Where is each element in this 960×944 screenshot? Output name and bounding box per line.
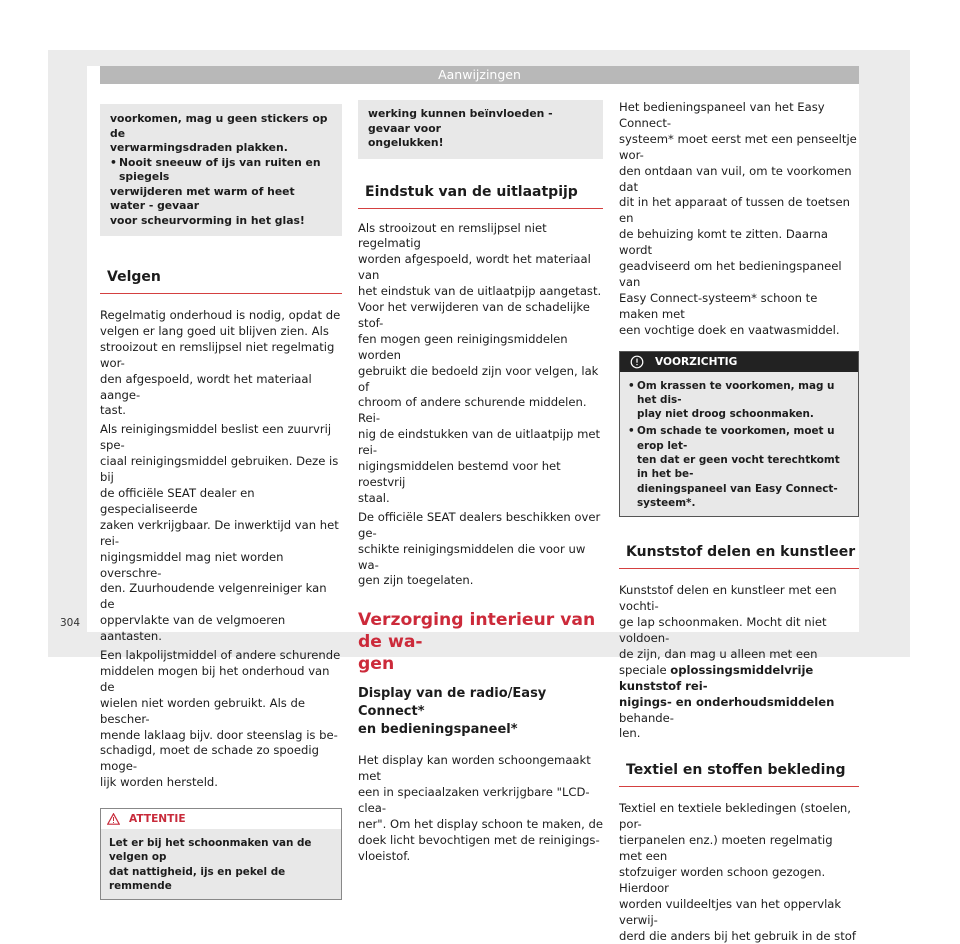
caution-body: [620, 372, 858, 517]
text-line: Het bedieningspaneel van het Easy Connect-: [619, 100, 825, 130]
text-line: Kunststof delen en kunstleer met een vochti-: [619, 583, 837, 614]
text-span: behande-: [619, 710, 674, 725]
heading-display: [358, 685, 603, 739]
caution-title: VOORZICHTIG: [655, 355, 738, 368]
text-line: nigingsmiddelen bestemd voor het roestvrij: [358, 459, 561, 489]
heading-line: Verzorging interieur van de wa-: [358, 610, 596, 653]
attention-body: [101, 829, 341, 899]
text-line: worden vuildeeltjes van het oppervlak verwij-: [619, 896, 842, 927]
text-line: doek licht bevochtigen met de reinigings-: [358, 832, 600, 847]
text-line: een vochtige doek en vaatwasmiddel.: [619, 322, 840, 337]
heading-kunststof: Kunststof delen en kunstleer: [619, 544, 859, 569]
caution-box: [619, 351, 859, 518]
note-line: verwarmingsdraden plakken.: [110, 141, 288, 154]
heading-line: en bedieningspaneel*: [358, 722, 518, 738]
text-line: wielen niet worden gebruikt. Als de bescher-: [100, 695, 306, 726]
text-line: de officiële SEAT dealer en gespecialiseerde: [100, 485, 255, 516]
text-line: nigingsmiddel mag niet worden overschre-: [100, 549, 284, 580]
text-line: ner". Om het display schoon te maken, de: [358, 816, 604, 831]
text-line: Om krassen te voorkomen, mag u het dis-: [637, 379, 835, 406]
text-line: dit in het apparaat of tussen de toetsen en: [619, 195, 850, 226]
text-line: play niet droog schoonmaken.: [637, 408, 814, 421]
column-3: [619, 84, 859, 944]
warning-triangle-icon: [107, 813, 120, 825]
heading-line: gen: [358, 654, 395, 675]
note-bullet: [110, 156, 332, 185]
text-line: worden afgespoeld, wordt het materiaal van: [358, 252, 591, 283]
text-line: Een lakpolijstmiddel of andere schurende: [100, 648, 341, 663]
note-line: werking kunnen beïnvloeden - gevaar voor: [368, 107, 553, 135]
text-line: dat nattigheid, ijs en pekel de remmende: [109, 865, 286, 893]
text-line: ciaal reinigingsmiddel gebruiken. Deze is bij: [100, 454, 339, 485]
caution-bullet: [628, 379, 850, 422]
bold-text: oplossingsmiddelvrije kunststof rei-: [619, 662, 814, 693]
paragraph-velgen-3: [100, 648, 342, 791]
text-line: den ontdaan van vuil, om te voorkomen dat: [619, 163, 852, 194]
paragraph-kunststof: [619, 583, 859, 742]
text-line: Let er bij het schoonmaken van de velgen op: [109, 837, 312, 864]
text-line: Textiel en textiele bekledingen (stoelen, por-: [619, 801, 851, 832]
text-line: tast.: [100, 403, 126, 418]
text-line: dieningspaneel van Easy Connect-systeem*.: [637, 482, 838, 509]
text-line: het eindstuk van de uitlaatpijp aangetast.: [358, 284, 602, 299]
text-line: schadigd, moet de schade zo spoedig moge-: [100, 743, 319, 774]
text-line: Als strooizout en remslijpsel niet regelmatig: [358, 220, 547, 251]
paragraph-bedieningspaneel: [619, 100, 859, 339]
text-line: staal.: [358, 490, 390, 505]
paragraph-display: [358, 753, 603, 864]
bold-text: nigings- en onderhoudsmiddelen: [619, 694, 835, 709]
text-line: geadviseerd om het bedieningspaneel van: [619, 259, 842, 289]
bullet-icon: •: [628, 425, 635, 438]
paragraph-velgen-2: [100, 422, 342, 645]
text-line: mende laklaag bijv. door steenslag is be-: [100, 727, 338, 742]
text-line: vloeistof.: [358, 848, 411, 863]
text-line: velgen er lang goed uit blijven zien. Als: [100, 323, 329, 338]
text-span: speciale: [619, 662, 671, 677]
text-line: ten dat er geen vocht terechtkomt in het be-: [637, 454, 840, 481]
text-line: Easy Connect-systeem* schoon te maken met: [619, 290, 818, 321]
text-line: nig de eindstukken van de uitlaatpijp met rei-: [358, 427, 601, 458]
text-line: tierpanelen enz.) moeten regelmatig met een: [619, 833, 833, 864]
text-line: systeem* moet eerst met een penseeltje wor-: [619, 131, 857, 162]
text-line: De officiële SEAT dealers beschikken over ge-: [358, 509, 601, 540]
text-line: middelen mogen bij het onderhoud van de: [100, 663, 330, 694]
text-line: chroom of andere schurende middelen. Rei-: [358, 395, 587, 426]
note-line: voor scheurvorming in het glas!: [110, 213, 305, 227]
attention-title: ATTENTIE: [129, 813, 186, 826]
text-line: de behuizing komt te zitten. Daarna wordt: [619, 227, 828, 258]
paragraph-uitlaat-1: [358, 221, 603, 507]
paragraph-velgen-1: [100, 308, 342, 419]
note-line: verwijderen met warm of heet water - gevaar: [110, 184, 295, 212]
section-header: Aanwijzingen: [100, 66, 859, 84]
text-line: stofzuiger worden schoon gezogen. Hierdoor: [619, 864, 826, 895]
info-circle-icon: [630, 355, 644, 369]
text-line: gebruikt die bedoeld zijn voor velgen, lak of: [358, 363, 599, 394]
warning-continuation: [100, 104, 342, 236]
paragraph-uitlaat-2: [358, 510, 603, 590]
note-line: ongelukken!: [368, 136, 444, 149]
column-1: [100, 84, 342, 900]
text-line: [619, 663, 859, 695]
bullet-icon: •: [628, 379, 635, 392]
text-line: den afgespoeld, wordt het materiaal aange-: [100, 371, 312, 402]
text-line: [619, 695, 859, 727]
text-line: Om schade te voorkomen, moet u erop let-: [637, 425, 835, 452]
caution-bullet: [628, 424, 850, 510]
heading-velgen: Velgen: [100, 269, 342, 294]
caution-header: [620, 352, 858, 372]
attention-header: [101, 809, 341, 829]
text-line: den. Zuurhoudende velgenreiniger kan de: [100, 581, 327, 612]
text-line: zaken verkrijgbaar. De inwerktijd van het rei-: [100, 517, 339, 548]
text-line: lijk worden hersteld.: [100, 775, 218, 790]
text-line: Voor het verwijderen van de schadelijke stof-: [358, 300, 590, 330]
text-line: een in speciaalzaken verkrijgbare "LCD-clea-: [358, 785, 590, 816]
heading-uitlaatpijp: Eindstuk van de uitlaatpijp: [358, 184, 603, 209]
text-line: len.: [619, 726, 641, 741]
warning-continuation: [358, 100, 603, 159]
note-line: Nooit sneeuw of ijs van ruiten en spiegels: [119, 155, 321, 183]
text-line: ge lap schoonmaken. Mocht dit niet voldoen-: [619, 615, 827, 645]
bullet-icon: •: [110, 155, 117, 169]
text-line: strooizout en remslijpsel niet regelmatig wor-: [100, 339, 335, 370]
text-line: derd die anders bij het gebruik in de stof: [619, 928, 856, 943]
heading-textiel: Textiel en stoffen bekleding: [619, 762, 859, 787]
attention-box: [100, 808, 342, 900]
heading-interieur: [358, 609, 603, 675]
text-line: Als reinigingsmiddel beslist een zuurvrij spe-: [100, 422, 332, 453]
text-line: schikte reinigingsmiddelen die voor uw wa-: [358, 541, 586, 572]
text-line: oppervlakte van de velgmoeren aantasten.: [100, 613, 286, 644]
text-line: de zijn, dan mag u alleen met een: [619, 646, 818, 661]
column-2: [358, 84, 603, 865]
text-line: Het display kan worden schoongemaakt met: [358, 753, 591, 784]
heading-line: Display van de radio/Easy Connect*: [358, 686, 547, 720]
text-line: Regelmatig onderhoud is nodig, opdat de: [100, 308, 341, 322]
text-line: fen mogen geen reinigingsmiddelen worden: [358, 331, 568, 362]
note-line: voorkomen, mag u geen stickers op de: [110, 112, 328, 140]
paragraph-textiel: [619, 801, 859, 944]
text-line: gen zijn toegelaten.: [358, 573, 474, 588]
page-number: 304: [60, 617, 81, 629]
